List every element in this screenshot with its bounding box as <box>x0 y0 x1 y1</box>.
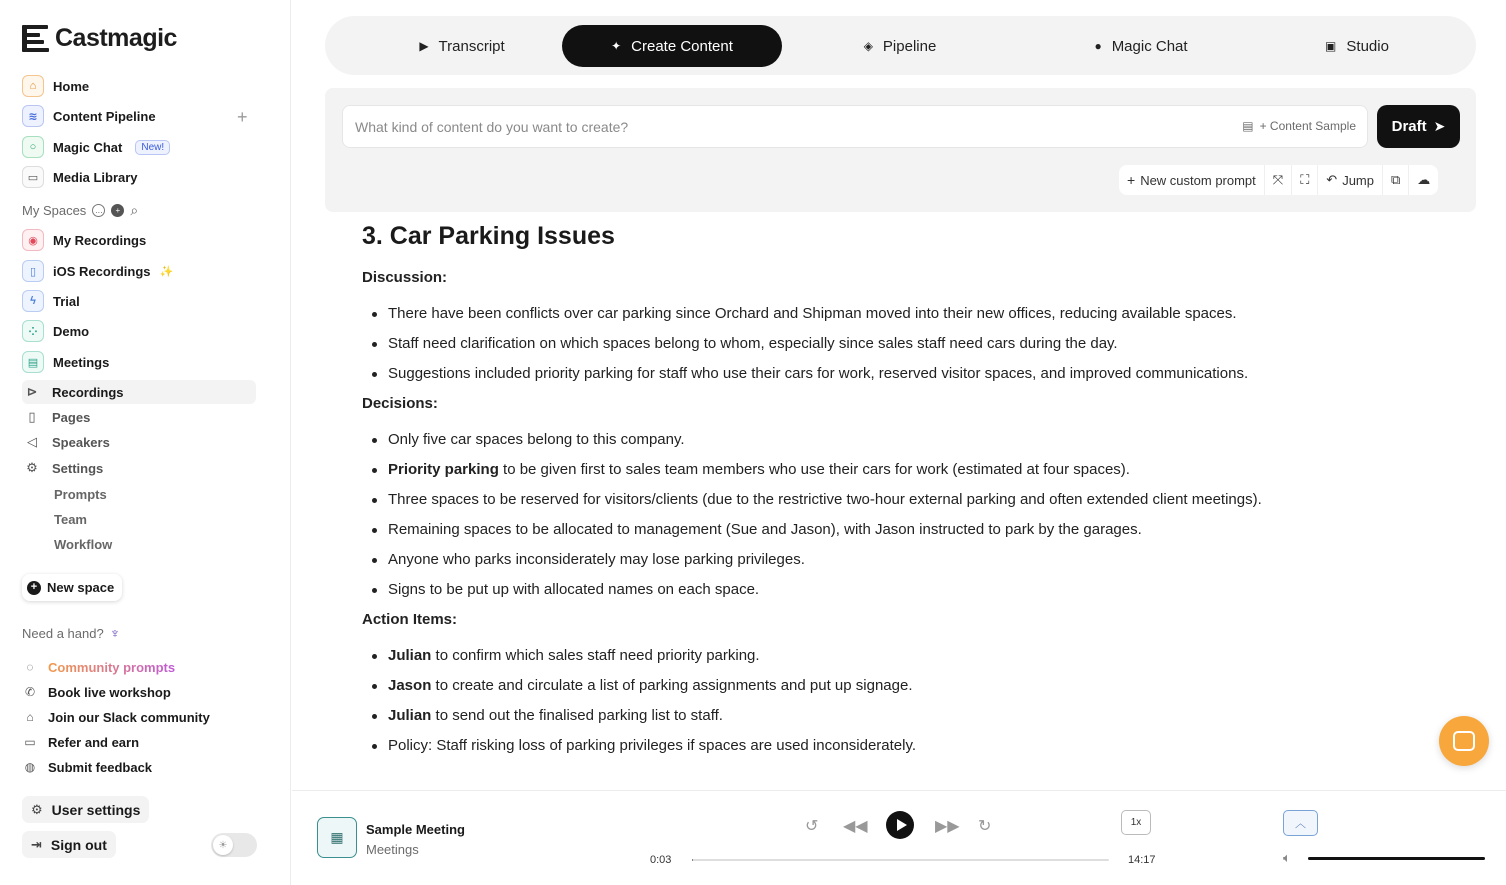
help-item-label: Join our Slack community <box>48 709 210 725</box>
playback-speed-button[interactable]: 1x <box>1121 810 1151 835</box>
copy-icon: ⧉ <box>1391 172 1401 187</box>
bolt-icon: ϟ <box>22 290 44 312</box>
search-icon[interactable]: ⌕ <box>130 202 139 218</box>
bullet-bold: Julian <box>388 707 432 724</box>
need-a-hand-label: Need a hand? <box>22 625 104 641</box>
audio-player <box>292 790 1506 885</box>
megaphone-icon: ◁ <box>27 434 37 449</box>
help-submit-feedback[interactable] <box>22 758 152 776</box>
space-subitem-recordings[interactable] <box>22 380 256 404</box>
bulb-icon: ◌ <box>26 660 34 674</box>
bullet-bold: Jason <box>388 677 432 694</box>
document-icon: ▤ <box>1242 119 1254 133</box>
bullet-text: Remaining spaces to be allocated to management (Sue and Jason), with Jason instructed to park by the garages. <box>388 521 1142 538</box>
tab-label: Pipeline <box>882 37 937 55</box>
bullet-bold: Priority parking <box>388 461 499 478</box>
tab-label: Studio <box>1346 37 1389 55</box>
collapse-icon: ⤧ <box>1272 172 1284 187</box>
bullet-text: Suggestions included priority parking for staff who use their cars for work, reserved visitor spaces, and improved communications. <box>388 365 1249 382</box>
tab-magic-chat[interactable] <box>1041 25 1241 67</box>
settings-subitem-team[interactable]: Team <box>54 512 87 527</box>
brand-name: Castmagic <box>55 24 177 52</box>
help-book-live-workshop[interactable] <box>22 683 171 701</box>
bullet-list <box>362 299 1452 389</box>
more-options-icon[interactable]: … <box>92 204 105 217</box>
folder-icon: ▭ <box>22 166 44 188</box>
draft-label: Draft <box>1391 118 1427 135</box>
settings-subitem-workflow[interactable]: Workflow <box>54 537 113 552</box>
space-subitem-pages[interactable] <box>24 405 90 429</box>
create-content-panel <box>325 88 1476 212</box>
phone-icon: ▯ <box>22 260 44 282</box>
player-title: Sample Meeting <box>366 822 465 837</box>
content-sample-label: + Content Sample <box>1259 119 1356 133</box>
help-item-label: Community prompts <box>48 659 176 675</box>
new-badge: New! <box>135 140 170 155</box>
bullet-item <box>362 455 1452 485</box>
sidebar-item-label: Content Pipeline <box>53 108 156 124</box>
section-subheading: Action Items: <box>362 611 458 628</box>
volume-icon[interactable]: 🔈︎ <box>1283 850 1291 865</box>
space-item-demo[interactable] <box>22 319 89 343</box>
generated-content <box>362 220 1452 786</box>
bullet-text: Policy: Staff risking loss of parking privileges if spaces are used inconsiderately. <box>388 737 917 754</box>
play-circle-icon: ⊳ <box>26 384 38 399</box>
duration: 14:17 <box>1128 854 1156 866</box>
section-heading: 3. Car Parking Issues <box>362 222 615 250</box>
bullet-item <box>362 701 1452 731</box>
gear-icon: ⚙ <box>26 460 38 475</box>
help-community-prompts[interactable] <box>22 658 175 676</box>
tab-label: Create Content <box>631 37 733 55</box>
jump-label: Jump <box>1342 172 1374 188</box>
sign-out-button[interactable] <box>22 831 116 858</box>
bullet-text: to create and circulate a list of parking assignments and put up signage. <box>431 677 913 694</box>
bullet-text: Anyone who parks inconsiderately may lose parking privileges. <box>388 551 805 568</box>
send-icon: ➤ <box>1433 118 1446 134</box>
space-item-label: Meetings <box>53 354 110 370</box>
bullet-list <box>362 425 1452 605</box>
chevron-up-icon: ︿ <box>1295 818 1306 830</box>
gear-icon: ⚙ <box>31 801 43 817</box>
help-item-label: Submit feedback <box>48 759 153 775</box>
chat-icon <box>1453 731 1475 751</box>
tab-studio[interactable] <box>1257 25 1457 67</box>
space-item-trial[interactable] <box>22 289 80 313</box>
bullet-text: to be given first to sales team members who use their cars for work (estimated at four spaces). <box>498 461 1130 478</box>
theme-toggle[interactable] <box>211 833 257 857</box>
player-subtitle: Meetings <box>366 842 419 857</box>
my-spaces-header <box>22 202 138 219</box>
new-custom-prompt-button[interactable] <box>1119 165 1265 195</box>
layers-icon: ≋ <box>22 105 44 127</box>
castmagic-logo-icon <box>22 25 49 52</box>
bullet-item <box>362 515 1452 545</box>
bullet-item <box>362 545 1452 575</box>
bullet-text: to confirm which sales staff need priority parking. <box>431 647 760 664</box>
bullet-text: Staff need clarification on which spaces belong to whom, especially since sales staff need cars during the day. <box>388 335 1118 352</box>
progress-fill <box>692 859 693 861</box>
new-space-label: New space <box>47 580 115 595</box>
collapse-button[interactable] <box>1265 165 1292 195</box>
help-item-label: Refer and earn <box>48 734 140 750</box>
prompt-input-wrapper <box>342 105 1368 148</box>
bullet-item <box>362 671 1452 701</box>
sparkle-icon: ✨ <box>159 265 174 278</box>
sidebar-item-label: Home <box>53 78 90 94</box>
bullet-item <box>362 575 1452 605</box>
draft-button[interactable] <box>1377 105 1460 148</box>
new-space-button[interactable] <box>22 574 122 601</box>
plus-icon: + <box>1127 172 1136 188</box>
bullet-item <box>362 731 1452 761</box>
current-time: 0:03 <box>650 854 672 866</box>
dots-icon: ⁘ <box>22 320 44 342</box>
bullet-text: Three spaces to be reserved for visitors/clients (due to the restrictive two-hour external parking and often extended client meetings). <box>388 491 1262 508</box>
skip-back-icon[interactable]: ◀◀ <box>843 818 868 835</box>
bullet-item <box>362 425 1452 455</box>
chat-bubble-icon: ● <box>1094 39 1102 53</box>
main-tabs <box>325 16 1476 75</box>
play-icon <box>897 819 907 831</box>
tab-create-content[interactable] <box>562 25 782 67</box>
subitem-label: Speakers <box>52 434 110 450</box>
brand-logo[interactable] <box>22 24 177 53</box>
bullet-text: to send out the finalised parking list to staff. <box>431 707 723 724</box>
image-icon: ▣ <box>1325 39 1337 53</box>
bullet-text: There have been conflicts over car parking since Orchard and Shipman moved into their new offices, reducing available spaces. <box>388 305 1237 322</box>
volume-fill <box>1308 857 1485 860</box>
genie-icon: ♆ <box>109 625 121 641</box>
cloud-upload-icon: ☁ <box>1417 172 1431 187</box>
sparkle-icon: ✦ <box>611 39 622 53</box>
progress-track[interactable] <box>692 859 1109 861</box>
forward-10-icon[interactable]: ↻ <box>978 818 992 835</box>
user-settings-button[interactable] <box>22 796 149 823</box>
tab-label: Transcript <box>438 37 505 55</box>
tab-pipeline[interactable] <box>800 25 1000 67</box>
sidebar <box>0 0 291 885</box>
space-item-label: Demo <box>53 323 90 339</box>
ticket-icon: ▭ <box>24 735 36 749</box>
sidebar-item-magic-chat[interactable] <box>22 135 170 159</box>
section-subheading: Decisions: <box>362 395 438 412</box>
space-item-ios-recordings[interactable] <box>22 259 173 283</box>
tab-transcript[interactable] <box>362 25 562 67</box>
page-icon: ▯ <box>28 409 36 424</box>
cloud-upload-button[interactable] <box>1409 165 1438 195</box>
section-subheading: Discussion: <box>362 269 448 286</box>
space-item-label: My Recordings <box>53 232 147 248</box>
bullet-text: Only five car spaces belong to this company. <box>388 431 685 448</box>
help-item-label: Book live workshop <box>48 684 171 700</box>
sidebar-item-label: Media Library <box>53 169 138 185</box>
subitem-label: Pages <box>52 409 91 425</box>
volume-slider[interactable] <box>1308 857 1485 860</box>
chat-icon: ○ <box>22 136 44 158</box>
expand-button[interactable] <box>1292 165 1318 195</box>
jump-arrow-icon: ↶ <box>1326 172 1338 187</box>
content-toolbar <box>1119 165 1438 195</box>
play-button[interactable] <box>886 811 914 839</box>
settings-subitem-prompts[interactable]: Prompts <box>54 487 107 502</box>
new-custom-prompt-label: New custom prompt <box>1140 172 1256 188</box>
sun-icon: ☀ <box>213 835 233 855</box>
skip-forward-icon[interactable]: ▶▶ <box>935 818 960 835</box>
rewind-10-icon[interactable]: ↺ <box>805 818 819 835</box>
content-sample-button[interactable] <box>1242 119 1356 133</box>
jump-button[interactable] <box>1318 165 1383 195</box>
subitem-label: Settings <box>52 460 104 476</box>
calendar-icon: ▤ <box>22 351 44 373</box>
help-join-slack[interactable] <box>22 708 210 726</box>
sign-out-icon: ⇥ <box>31 836 42 852</box>
need-a-hand <box>22 625 120 641</box>
space-item-label: iOS Recordings <box>53 263 151 279</box>
bullet-item <box>362 641 1452 671</box>
my-spaces-label: My Spaces <box>22 203 87 218</box>
sign-out-label: Sign out <box>50 836 107 853</box>
expand-player-button[interactable] <box>1283 810 1318 836</box>
sidebar-item-label: Magic Chat <box>53 139 123 155</box>
space-item-label: Trial <box>53 293 80 309</box>
stack-icon: ◈ <box>863 39 873 53</box>
bullet-item <box>362 329 1452 359</box>
record-icon: ◉ <box>22 229 44 251</box>
sidebar-item-content-pipeline[interactable] <box>22 104 156 128</box>
play-icon: ▶ <box>419 39 429 53</box>
bullet-item <box>362 359 1452 389</box>
expand-icon: ⛶ <box>1300 172 1310 187</box>
bullet-list <box>362 641 1452 761</box>
bullet-text: Signs to be put up with allocated names on each space. <box>388 581 760 598</box>
add-pipeline-plus-icon[interactable]: + <box>237 107 248 127</box>
tab-label: Magic Chat <box>1111 37 1188 55</box>
space-subitem-speakers[interactable] <box>24 430 110 454</box>
phone-call-icon: ✆ <box>24 685 36 699</box>
user-settings-label: User settings <box>51 801 141 818</box>
plus-circle-icon: + <box>27 581 41 595</box>
sidebar-item-home[interactable] <box>22 74 89 98</box>
space-item-my-recordings[interactable] <box>22 228 146 252</box>
support-chat-button[interactable] <box>1439 716 1489 766</box>
space-item-meetings[interactable] <box>22 350 109 374</box>
help-refer-and-earn[interactable] <box>22 733 139 751</box>
content-prompt-input[interactable] <box>355 106 1215 147</box>
subitem-label: Recordings <box>52 384 124 400</box>
space-subitem-settings[interactable] <box>24 456 103 480</box>
add-space-icon[interactable]: + <box>111 204 124 217</box>
home-outline-icon: ⌂ <box>26 710 34 724</box>
bullet-bold: Julian <box>388 647 432 664</box>
bullet-item <box>362 485 1452 515</box>
globe-icon: ◍ <box>24 760 36 774</box>
sidebar-item-media-library[interactable] <box>22 165 138 189</box>
copy-button[interactable] <box>1383 165 1409 195</box>
home-icon: ⌂ <box>22 75 44 97</box>
calendar-icon: ▦ <box>317 817 357 858</box>
bullet-item <box>362 299 1452 329</box>
